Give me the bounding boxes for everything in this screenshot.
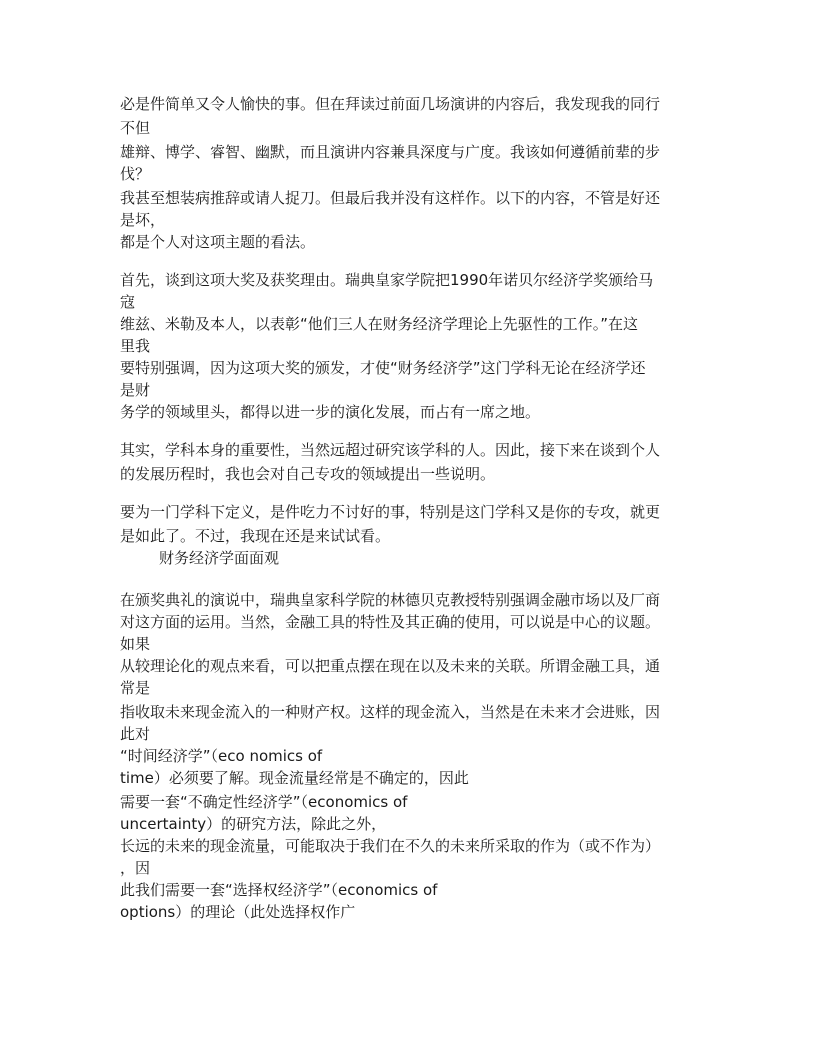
text-line: time）必须要了解。现金流量经常是不确定的，因此 bbox=[120, 769, 469, 787]
text-line: 务学的领域里头，都得以进一步的演化发展，而占有一席之地。 bbox=[120, 403, 541, 421]
text-line: 必是件简单又令人愉快的事。但在拜读过前面几场演讲的内容后，我发现我的同行 bbox=[120, 95, 661, 113]
text-line: 对这方面的运用。当然，金融工具的特性及其正确的使用，可以说是中心的议题。 bbox=[120, 613, 661, 631]
text-line: 长远的未来的现金流量，可能取决于我们在不久的未来所采取的作为（或不作为） bbox=[120, 837, 661, 855]
text-line: 此我们需要一套“选择权经济学”（economics of bbox=[120, 881, 438, 899]
text-line: uncertainty）的研究方法，除此之外， bbox=[120, 815, 387, 833]
text-line: options）的理论（此处选择权作广 bbox=[120, 903, 356, 921]
text-line: 我甚至想装病推辞或请人捉刀。但最后我并没有这样作。以下的内容，不管是好还 bbox=[120, 189, 661, 207]
text-line: 指收取未来现金流入的一种财产权。这样的现金流入，当然是在未来才会进账，因 bbox=[120, 703, 661, 721]
text-line: 是坏， bbox=[120, 211, 166, 229]
text-line: 常是 bbox=[120, 679, 151, 697]
text-line: 维兹、米勒及本人，以表彰“他们三人在财务经济学理论上先驱性的工作。”在这 bbox=[120, 315, 639, 333]
text-line: 寇 bbox=[120, 293, 136, 311]
text-line: 里我 bbox=[120, 337, 151, 355]
text-line: 伐？ bbox=[120, 165, 151, 183]
text-line: 此对 bbox=[120, 725, 151, 743]
text-line: 要特别强调，因为这项大奖的颁发，才使“财务经济学”这门学科无论在经济学还 bbox=[120, 359, 646, 377]
text-line: 从较理论化的观点来看，可以把重点摆在现在以及未来的关联。所谓金融工具，通 bbox=[120, 657, 661, 675]
text-line: 需要一套“不确定性经济学”（economics of bbox=[120, 793, 408, 811]
text-line: 雄辩、博学、睿智、幽默，而且演讲内容兼具深度与广度。我该如何遵循前辈的步 bbox=[120, 143, 661, 161]
text-line: 是如此了。不过，我现在还是来试试看。 bbox=[120, 527, 391, 545]
text-line: “时间经济学”（eco nomics of bbox=[120, 747, 323, 765]
text-line: 在颁奖典礼的演说中，瑞典皇家科学院的林德贝克教授特别强调金融市场以及厂商 bbox=[120, 591, 661, 609]
text-line: 首先，谈到这项大奖及获奖理由。瑞典皇家学院把1990年诺贝尔经济学奖颁给马 bbox=[120, 271, 654, 289]
text-line: 的发展历程时，我也会对自己专攻的领域提出一些说明。 bbox=[120, 465, 496, 483]
text-line: 其实，学科本身的重要性，当然远超过研究该学科的人。因此，接下来在谈到个人 bbox=[120, 441, 661, 459]
text-line: 要为一门学科下定义，是件吃力不讨好的事，特别是这门学科又是你的专攻，就更 bbox=[120, 503, 661, 521]
section-heading: 财务经济学面面观 bbox=[159, 549, 280, 567]
text-line: 都是个人对这项主题的看法。 bbox=[120, 233, 316, 251]
text-line: 是财 bbox=[120, 381, 151, 399]
text-line: 如果 bbox=[120, 635, 151, 653]
text-line: ，因 bbox=[120, 859, 151, 877]
text-line: 不但 bbox=[120, 119, 151, 137]
